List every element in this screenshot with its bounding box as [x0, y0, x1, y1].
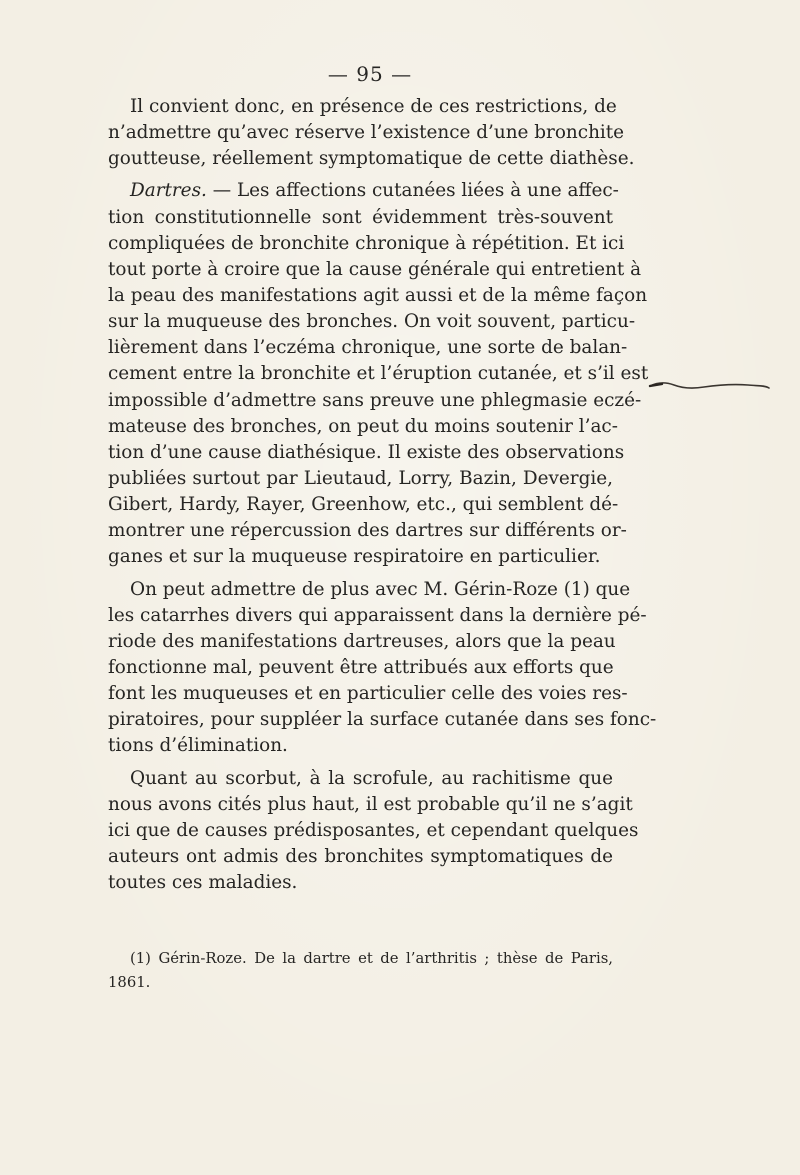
text-line: nous avons cités plus haut, il est probable qu’il ne s’agit	[108, 793, 633, 815]
text-line: tout porte à croire que la cause générale qui entretient à	[108, 258, 642, 280]
text-line: mateuse des bronches, on peut du moins soutenir l’ac-	[108, 415, 618, 437]
text-line: sur la muqueuse des bronches. On voit souvent, particu-	[108, 311, 636, 333]
text-line: lièrement dans l’eczéma chronique, une sorte de balan-	[108, 337, 628, 359]
text-line: tion d’une cause diathésique. Il existe des observations	[108, 441, 625, 463]
paragraph-4	[108, 766, 639, 897]
paragraph-2	[108, 178, 649, 570]
paragraph-1	[108, 94, 635, 172]
footnote-line: (1) Gérin-Roze. De la dartre et de l’arthritis ; thèse de Paris,	[130, 950, 613, 967]
text-line: compliquées de bronchite chronique à répétition. Et ici	[108, 232, 625, 254]
page-number: — 95 —	[327, 62, 413, 86]
text-line: montrer une répercussion des dartres sur différents or-	[108, 520, 627, 542]
paragraph-3	[108, 577, 657, 760]
footnote-line: 1861.	[108, 974, 151, 991]
text-line: On peut admettre de plus avec M. Gérin-Roze (1) que	[130, 578, 631, 600]
text-line-tail: — Les affections cutanées liées à une affec-	[206, 180, 619, 202]
text-line: font les muqueuses et en particulier celle des voies res-	[108, 683, 628, 705]
text-line: goutteuse, réellement symptomatique de cette diathèse.	[108, 148, 635, 170]
text-line: la peau des manifestations agit aussi et de la même façon	[108, 284, 648, 306]
text-line: Quant au scorbut, à la scrofule, au rachitisme que	[130, 767, 613, 789]
text-line: tion constitutionnelle sont évidemment très-souvent	[108, 206, 613, 228]
text-line: Gibert, Hardy, Rayer, Greenhow, etc., qui semblent dé-	[108, 494, 619, 516]
text-line: impossible d’admettre sans preuve une phlegmasie eczé-	[108, 389, 642, 411]
text-line: tions d’élimination.	[108, 735, 288, 757]
main-text	[108, 94, 657, 896]
text-line: les catarrhes divers qui apparaissent dans la dernière pé-	[108, 604, 647, 626]
text-line	[108, 178, 619, 204]
text-line: cement entre la bronchite et l’éruption cutanée, et s’il est	[108, 363, 649, 385]
text-line: publiées surtout par Lieutaud, Lorry, Bazin, Devergie,	[108, 467, 613, 489]
text-line: piratoires, pour suppléer la surface cutanée dans ses fonc-	[108, 709, 657, 731]
footnote	[108, 947, 613, 995]
section-heading-dartres: Dartres.	[130, 180, 207, 202]
text-line: n’admettre qu’avec réserve l’existence d’une bronchite	[108, 122, 625, 144]
text-line: ici que de causes prédisposantes, et cependant quelques	[108, 819, 639, 841]
text-line: riode des manifestations dartreuses, alors que la peau	[108, 630, 616, 652]
text-line: Il convient donc, en présence de ces restrictions, de	[130, 96, 617, 117]
pencil-margin-mark	[648, 380, 772, 394]
text-line: toutes ces maladies.	[108, 872, 298, 894]
text-line: auteurs ont admis des bronchites symptomatiques de	[108, 845, 613, 867]
text-line: fonctionne mal, peuvent être attribués aux efforts que	[108, 656, 614, 678]
text-line: ganes et sur la muqueuse respiratoire en particulier.	[108, 546, 601, 568]
